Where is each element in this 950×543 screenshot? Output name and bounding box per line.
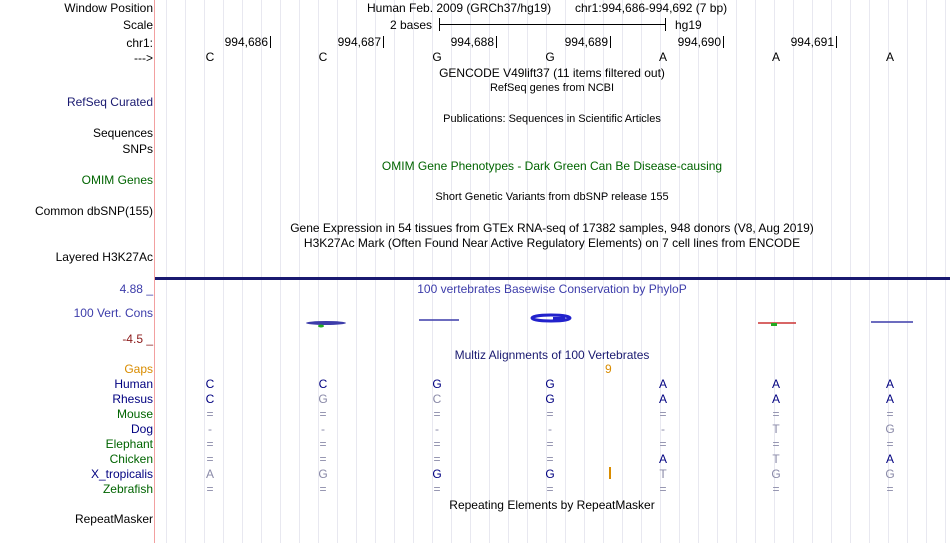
alignment-base: A — [658, 392, 667, 406]
alignment-base: A — [885, 452, 894, 466]
grid-line — [869, 0, 870, 543]
alignment-base: G — [771, 467, 781, 481]
alignment-base: = — [772, 437, 780, 451]
alignment-base: - — [661, 422, 665, 436]
repeatmasker-track-title: Repeating Elements by RepeatMasker — [449, 498, 655, 512]
dbsnp-track-title: Short Genetic Variants from dbSNP release 155 — [435, 191, 669, 203]
reference-base: A — [771, 50, 780, 64]
alignment-base: = — [319, 407, 327, 421]
track-group-divider — [155, 277, 950, 280]
species-label[interactable]: Dog — [130, 422, 153, 436]
grid-line — [223, 0, 224, 543]
h3k27ac-track-title: H3K27Ac Mark (Often Found Near Active Regulatory Elements) on 7 cell lines from ENCODE — [303, 236, 801, 250]
alignment-base: = — [659, 482, 667, 496]
alignment-base: T — [772, 452, 780, 466]
alignment-base: T — [772, 422, 780, 436]
grid-line — [394, 0, 395, 543]
label-gutter-divider — [154, 0, 155, 543]
alignment-base: = — [206, 437, 214, 451]
alignment-base: C — [205, 392, 215, 406]
reference-base: G — [432, 50, 442, 64]
grid-line — [926, 0, 927, 543]
ruler-position-label: 994,691 — [790, 35, 834, 49]
alignment-base: G — [545, 467, 555, 481]
grid-line — [375, 0, 376, 543]
phylop-logo-a — [758, 323, 796, 326]
scale-bar — [439, 24, 666, 25]
reference-base: G — [545, 50, 555, 64]
phylop-logo-g2 — [532, 315, 570, 321]
grid-line — [907, 0, 908, 543]
grid-line — [717, 0, 718, 543]
alignment-base: A — [771, 392, 780, 406]
ruler-position-label: 994,686 — [224, 35, 268, 49]
refseq-track-subtitle: RefSeq genes from NCBI — [489, 82, 615, 94]
alignment-base: = — [546, 482, 554, 496]
snps-track-label[interactable]: SNPs — [122, 142, 153, 156]
alignment-base: - — [208, 422, 212, 436]
alignment-base: C — [318, 377, 328, 391]
alignment-base: = — [433, 482, 441, 496]
alignment-base: = — [772, 407, 780, 421]
scale-label: Scale — [122, 18, 153, 32]
alignment-base: C — [432, 392, 442, 406]
window-position-label: Window Position — [64, 1, 153, 15]
phylop-logo-c — [306, 321, 346, 328]
phylop-track-title: 100 vertebrates Basewise Conservation by PhyloP — [417, 282, 687, 296]
reference-base: C — [205, 50, 215, 64]
strand-label[interactable]: ---> — [134, 51, 153, 65]
grid-line — [850, 0, 851, 543]
alignment-base: = — [433, 452, 441, 466]
position-text: chr1:994,686-994,692 (7 bp) — [575, 1, 728, 15]
assembly-text: Human Feb. 2009 (GRCh37/hg19) — [367, 1, 552, 15]
alignment-base: G — [885, 467, 895, 481]
alignment-base: A — [885, 377, 894, 391]
alignment-base: = — [433, 407, 441, 421]
species-label[interactable]: Elephant — [105, 437, 153, 451]
reference-base: A — [658, 50, 667, 64]
alignment-base: - — [321, 422, 325, 436]
ruler-tick — [270, 36, 271, 48]
alignment-base: A — [658, 377, 667, 391]
alignment-base: - — [435, 422, 439, 436]
species-label[interactable]: Rhesus — [112, 392, 153, 406]
alignment-base: G — [885, 422, 895, 436]
alignment-base: = — [886, 482, 894, 496]
grid-line — [812, 0, 813, 543]
alignment-base: G — [545, 392, 555, 406]
ruler-tick — [383, 36, 384, 48]
grid-line — [261, 0, 262, 543]
insertion-marker — [609, 467, 611, 479]
grid-line — [242, 0, 243, 543]
grid-line — [356, 0, 357, 543]
dbsnp-track-label[interactable]: Common dbSNP(155) — [34, 204, 153, 218]
alignment-base: = — [319, 437, 327, 451]
refseq-track-label[interactable]: RefSeq Curated — [66, 95, 153, 109]
gaps-track-label[interactable]: Gaps — [124, 362, 153, 376]
reference-base: C — [318, 50, 328, 64]
publications-track-title: Publications: Sequences in Scientific Articles — [443, 113, 661, 125]
alignment-base: = — [319, 482, 327, 496]
gaps-value: 9 — [605, 362, 612, 376]
omim-track-title: OMIM Gene Phenotypes - Dark Green Can Be Disease-causing — [381, 159, 723, 173]
alignment-base: A — [205, 467, 214, 481]
reference-base: A — [885, 50, 894, 64]
ruler-tick — [496, 36, 497, 48]
phylop-conservation-plot — [155, 300, 950, 340]
alignment-base: G — [318, 467, 328, 481]
phylop-max-value: 4.88 _ — [119, 282, 153, 296]
grid-line — [451, 0, 452, 543]
grid-line — [166, 0, 167, 543]
species-label[interactable]: Chicken — [109, 452, 153, 466]
species-label[interactable]: Zebrafish — [102, 482, 153, 496]
alignment-base: G — [432, 377, 442, 391]
scale-text: 2 bases — [390, 18, 433, 32]
grid-line — [698, 0, 699, 543]
alignment-base: A — [771, 377, 780, 391]
alignment-base: = — [206, 482, 214, 496]
alignment-base: G — [545, 377, 555, 391]
alignment-base: C — [205, 377, 215, 391]
alignment-base: A — [885, 392, 894, 406]
grid-line — [299, 0, 300, 543]
ruler-position-label: 994,690 — [677, 35, 721, 49]
alignment-base: G — [432, 467, 442, 481]
alignment-base: = — [659, 437, 667, 451]
alignment-base: = — [886, 407, 894, 421]
alignment-base: = — [206, 452, 214, 466]
species-label[interactable]: X_tropicalis — [90, 467, 153, 481]
grid-line — [736, 0, 737, 543]
multiz-track-title: Multiz Alignments of 100 Vertebrates — [454, 348, 650, 362]
ruler-tick — [610, 36, 611, 48]
gtex-track-title: Gene Expression in 54 tissues from GTEx RNA-seq of 17382 samples, 948 donors (V8, Aug 2019) — [290, 221, 814, 235]
repeatmasker-track-label[interactable]: RepeatMasker — [74, 512, 153, 526]
ruler-position-label: 994,687 — [337, 35, 381, 49]
alignment-base: = — [319, 452, 327, 466]
h3k27ac-track-label[interactable]: Layered H3K27Ac — [55, 250, 153, 264]
ruler-position-label: 994,689 — [564, 35, 608, 49]
grid-line — [831, 0, 832, 543]
ruler-tick — [836, 36, 837, 48]
alignment-base: = — [772, 482, 780, 496]
alignment-base: A — [658, 452, 667, 466]
grid-line — [185, 0, 186, 543]
alignment-base: = — [546, 407, 554, 421]
alignment-base: = — [433, 437, 441, 451]
grid-line — [793, 0, 794, 543]
alignment-base: T — [659, 467, 667, 481]
grid-line — [470, 0, 471, 543]
sequences-track-label[interactable]: Sequences — [92, 126, 153, 140]
grid-line — [679, 0, 680, 543]
db-text: hg19 — [675, 18, 702, 32]
omim-track-label[interactable]: OMIM Genes — [81, 173, 153, 187]
grid-line — [337, 0, 338, 543]
alignment-base: = — [546, 437, 554, 451]
scale-bar-left-cap — [439, 18, 440, 31]
grid-line — [413, 0, 414, 543]
species-label[interactable]: Mouse — [116, 407, 153, 421]
chrom-label: chr1: — [126, 36, 153, 50]
ruler-position-label: 994,688 — [450, 35, 494, 49]
phylop-track-label[interactable]: 100 Vert. Cons — [73, 306, 153, 320]
scale-bar-right-cap — [665, 18, 666, 31]
alignment-base: G — [318, 392, 328, 406]
grid-line — [280, 0, 281, 543]
grid-line — [641, 0, 642, 543]
species-label[interactable]: Human — [114, 377, 153, 391]
grid-line — [945, 0, 946, 543]
alignment-base: - — [548, 422, 552, 436]
phylop-min-value: -4.5 _ — [122, 332, 153, 346]
alignment-base: = — [659, 407, 667, 421]
alignment-base: = — [886, 437, 894, 451]
alignment-base: = — [546, 452, 554, 466]
ruler-tick — [723, 36, 724, 48]
grid-line — [755, 0, 756, 543]
gencode-track-title[interactable]: GENCODE V49lift37 (11 items filtered out) — [439, 66, 665, 80]
grid-line — [622, 0, 623, 543]
alignment-base: = — [206, 407, 214, 421]
